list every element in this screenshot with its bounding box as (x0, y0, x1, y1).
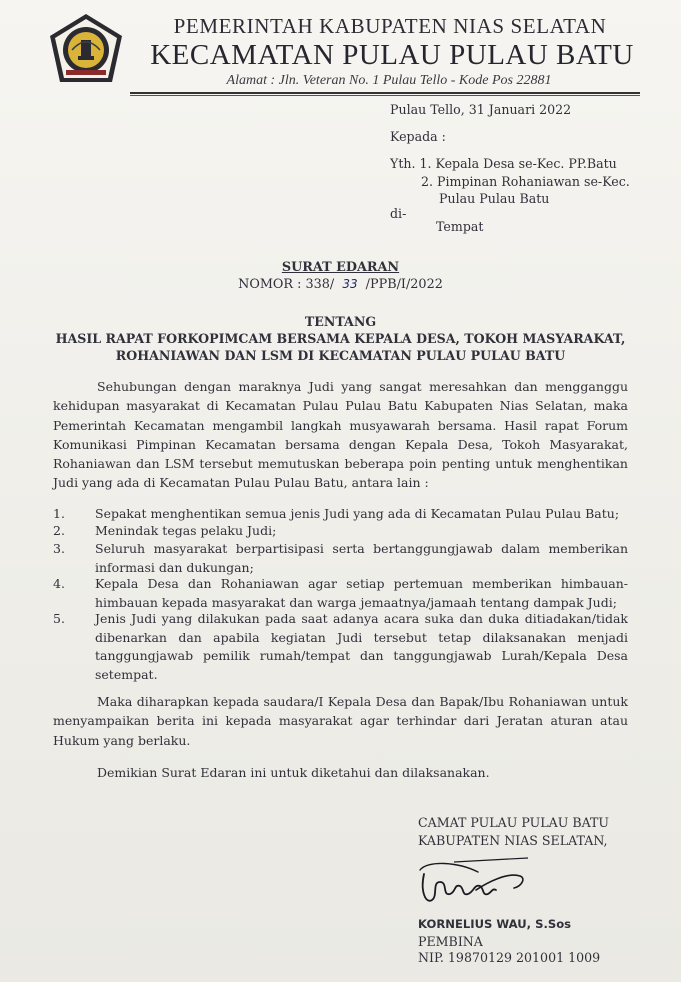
letterhead-government: PEMERINTAH KABUPATEN NIAS SELATAN (173, 14, 607, 38)
list-item-text: Sepakat menghentikan semua jenis Judi yang ada di Kecamatan Pulau Pulau Batu; (95, 506, 620, 521)
letterhead-address: Alamat : Jln. Veteran No. 1 Pulau Tello - Kode Pos 22881 (226, 73, 552, 88)
list-item-number: 5. (53, 611, 65, 626)
letter-number-prefix: NOMOR : 338/ (238, 277, 335, 292)
letterhead-rule (130, 92, 640, 94)
list-item-text: Menindak tegas pelaku Judi; (95, 523, 277, 538)
list-item-text: Kepala Desa dan Rohaniawan agar setiap pertemuan memberikan himbauan-himbauan kepada masyarakat dan warga jemaatnya/jamaah tentang dampak Judi; (95, 576, 628, 610)
letter-number (0, 277, 681, 292)
letter-title: SURAT EDARAN (281, 260, 400, 275)
subject-line-1: HASIL RAPAT FORKOPIMCAM BERSAMA KEPALA DESA, TOKOH MASYARAKAT, (55, 331, 626, 346)
letterhead-district: KECAMATAN PULAU PULAU BATU (150, 39, 634, 71)
signature-office-1: CAMAT PULAU PULAU BATU (418, 815, 609, 830)
handwritten-signature (418, 852, 538, 912)
signatory-nip: NIP. 19870129 201001 1009 (418, 950, 601, 965)
regency-emblem-icon (48, 12, 124, 88)
signatory-rank: PEMBINA (418, 934, 483, 949)
letterhead-rule-thin (130, 95, 640, 96)
recipient-1: Yth. 1. Kepala Desa se-Kec. PP.Batu (390, 156, 617, 171)
list-item-number: 4. (53, 576, 65, 591)
recipient-kepada: Kepada : (390, 129, 446, 144)
signature-office-2: KABUPATEN NIAS SELATAN, (418, 833, 608, 848)
list-item-text: Seluruh masyarakat berpartisipasi serta bertanggungjawab dalam memberikan informasi dan dukungan; (95, 541, 628, 575)
intro-paragraph: Sehubungan dengan maraknya Judi yang sangat meresahkan dan mengganggu kehidupan masyarakat di Kecamatan Pulau Pulau Batu Kabupaten Nias Selatan, maka Pemerintah Kecamatan mengambil langkah musyawarah bersama. Hasil rapat Forum Komunikasi Pimpinan Kecamatan bersama dengan Kepala Desa, Tokoh Masyarakat, Rohaniawan dan LSM tersebut memutuskan beberapa poin penting untuk menghentikan Judi yang ada di Kecamatan Pulau Pulau Batu, antara lain : (53, 379, 628, 491)
list-item-number: 1. (53, 506, 65, 521)
closing-paragraph: Maka diharapkan kepada saudara/I Kepala Desa dan Bapak/Ibu Rohaniawan untuk menyampaikan berita ini kepada masyarakat agar terhindar dari Jeratan aturan atau Hukum yang berlaku. (53, 694, 628, 748)
subject-line-2: ROHANIAWAN DAN LSM DI KECAMATAN PULAU PULAU BATU (115, 348, 566, 363)
list-item-number: 3. (53, 541, 65, 556)
recipient-2: 2. Pimpinan Rohaniawan se-Kec. (421, 174, 630, 189)
letter-number-handwritten: 33 (342, 277, 358, 291)
recipient-2-cont: Pulau Pulau Batu (439, 191, 550, 206)
list-item-text: Jenis Judi yang dilakukan pada saat adanya acara suka dan duka ditiadakan/tidak dibenarkan dan apabila kegiatan Judi tersebut tetap dilaksanakan menjadi tanggungjawab pemilik rumah/tempat dan tanggungjawab Lurah/Kepala Desa setempat. (95, 611, 628, 682)
recipient-di: di- (390, 206, 407, 221)
recipient-tempat: Tempat (436, 219, 484, 234)
closing-statement: Demikian Surat Edaran ini untuk diketahui dan dilaksanakan. (97, 765, 490, 780)
subject-tentang: TENTANG (304, 314, 377, 329)
signatory-name: KORNELIUS WAU, S.Sos (418, 917, 572, 931)
list-item-number: 2. (53, 523, 65, 538)
letter-number-suffix: /PPB/I/2022 (365, 277, 443, 292)
date-line: Pulau Tello, 31 Januari 2022 (390, 102, 572, 117)
